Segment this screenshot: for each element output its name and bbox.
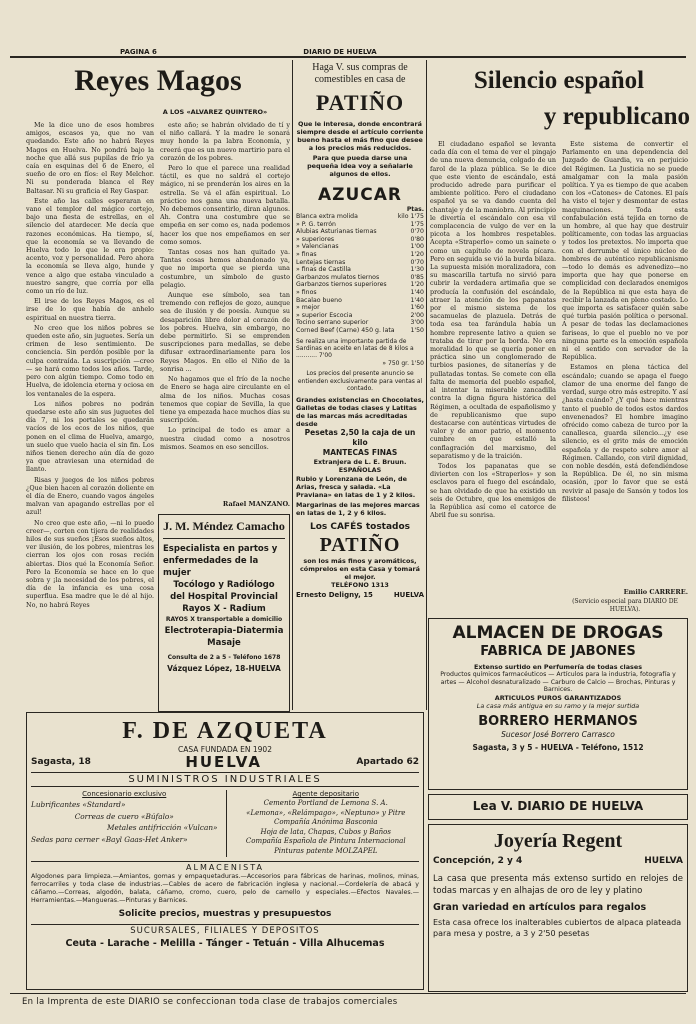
price-row [296, 228, 424, 236]
drogas-subtitle: FABRICA DE JABONES [480, 644, 636, 659]
price-row [296, 266, 424, 274]
mendez-line10: Vázquez López, 18-HUELVA [167, 664, 281, 673]
patino-text: Que le interesa, donde encontrará siempre desde el artículo corriente bueno hasta el más fino que desee a los precios más reducidos. [296, 120, 424, 152]
price-item: Corned Beef (Carne) 450 g. lata [296, 326, 395, 334]
mendez-line7: Electroterapia-Diatermia [164, 626, 284, 636]
left-item: Lubrificantes «Standard» [31, 800, 126, 809]
margarinas-text: Margarinas de las mejores marcas en latas de 1, 2 y 6 kilos. [296, 501, 420, 518]
price-row [296, 281, 424, 289]
left-item: Correas de cuero «Búfalo» [74, 811, 174, 821]
cafes-text: son los más finos y aromáticos, cómprelos en esta Casa y tomará el mejor. [300, 557, 420, 582]
silencio-col1: El ciudadano español se levanta cada día con el tema de ver el pingajo de una nueva denuncia, colgado de un farol de la plaza pública. Se le dice que este viento de escándalo, está producido adrede para purificar el ambiente político. Pero el ciudadano español ya se va dando cuenta del chantaje y de la maniobra. Al principio le divertía el escándalo con esa vil complacencia de vulgo de ver en la picota a los hombres respetables. Acepta «Straperlo» como un sainete o como un capítulo de novela pícara. Pero en seguida se vió la burda bilaza. La supuesta misión moralizadora, con su mascarilla tartufa no sirvió para cubrir la verdadera artimaña que se producía la confusión del escándalo, atraer la atención de los papanatas por el mismo sistema de los sacamuelas de plazuela. Detrás de toda esa tea farándula había un hombre represente lativo a quien se trataba de tirar por la borda. No era moralidad lo que se quería poner en práctica sino un conglomerado de turbios pasiones, de sitanerías y de pullatadas tontas. Se comete con ella falta de memoria del pueblo español, al intentar la miserable zancadilla contra la digna figura histórica del Régimen, a ocultada de españolismo y de republicanismo que supo destacarse con auténticas virtudes de valor y de amor patrio, el momento cumbre en que estalló la conflagración del marxismo, del separatismo y de la traición. Todos los papanatas que se divierten con los «Straperlos» y son esclavos para el fuego del escándalo, se han olvidado de que ha existido un seis de Octubre, que los enemigos de la República así como el catorce de Abril fue su sonrisa. [430, 140, 556, 520]
azucar-unit: Ptas. [406, 206, 424, 213]
right-list [233, 799, 420, 857]
azqueta-request: Solicite precios, muestras y presupuestos [118, 908, 332, 919]
drogas-line4: La casa más antigua en su ramo y la mejor surtida [476, 701, 640, 710]
price-value: 1'00 [410, 243, 424, 251]
page-number: PAGINA 6 [120, 48, 157, 56]
patino-brand-2: PATIÑO [319, 534, 401, 557]
price-value: 3'00 [410, 319, 424, 327]
reyes-col2: este año; se habrán olvidado de tí y el niño callará. Y la madre le sonará muy hondo la pa labra Economía, y creerá que es un nuevo martirio para el corazón de los pobres. Pero lo que el parece una realidad táctil, es que no saldrá el cortejo mágico, ni se prenderán los aires en la estrella. Se vá el afán espiritual. Lo práctico nos gana una nueva batalla. No debemos consentirlo, diran algunos. Ah. Contra una costumbre que se empeña en ser como es, nada podemos hacer los que nos empeñamos en ser como somos. Tantas cosas nos han quitado ya. Tantas cosas hemos abandonado ya, que no importa que se pierda una costumbre, un símbolo de gusto pelagio. Aunque ese símbolo, sea tan tremendo con reflejos de gozo, aunque sea de ilusión y de poesía. Aunque su desaparición libre dolor al corazón de los pobres. Huelva, sin embargo, no debe permitirlo. Si se emprenden suscripciones para medallas, se debe difusar extraordinariamente para los Reyes Magos. En ello el Niño de la sonrisa ... No hagamos que el frío de la noche de Enero se haga aire circulante en el alma de los niños. Muchas cosas tenemos que copiar de Sevilla, la que tiene ya empezada hace muchos días su suscripción. Lo principal de todo es amar a nuestra ciudad como a nosotros mismos. Seamos en eso sencillos. [160, 121, 290, 451]
right-item: Cemento Portland de Lemona S. A. [263, 799, 388, 807]
price-value: 0'80 [410, 235, 424, 243]
price-row [296, 243, 424, 251]
patino-phone: TELÉFONO 1313 [331, 581, 389, 590]
left-list [31, 799, 218, 845]
price-item: » finas [296, 250, 317, 258]
price-row [296, 213, 424, 221]
price-row [296, 327, 424, 335]
tuna-offer-2: » 750 gr. 1'50 [382, 359, 424, 367]
joyeria-text3: Esta casa ofrece los inalterables cubiertos de alpaca plateada para mesa y postre, a 3 y 2'50 pesetas [433, 918, 682, 938]
azqueta-ad [26, 712, 424, 990]
patino-city: HUELVA [393, 591, 424, 600]
column-rule [426, 60, 427, 710]
price-row [296, 274, 424, 282]
price-row [296, 236, 424, 244]
silencio-signature: Emilio CARRERE. [623, 588, 688, 596]
price-item: Blanca extra molida [296, 213, 358, 220]
patino-headline: Haga V. sus compras de comestibles en casa de [312, 62, 408, 85]
right-item: Compañía Anónima Basconia [273, 818, 378, 827]
azqueta-city: HUELVA [185, 753, 262, 771]
right-title: Agente depositario [292, 790, 359, 798]
azqueta-right [226, 790, 420, 857]
price-item: » superior Escocia [296, 311, 353, 319]
price-item: » finos [296, 288, 317, 296]
left-item: Sedas para cerner «Bayl Gaas-Het Anker» [31, 834, 188, 844]
price-value: 1'50 [410, 326, 424, 334]
almacenista-title: ALMACENISTA [31, 861, 419, 873]
left-title: Concesionario exclusivo [82, 790, 167, 798]
price-row [296, 221, 424, 229]
mendez-line9: Consulta de 2 a 5 - Teléfono 1678 [167, 654, 281, 661]
price-item: » finas de Castilla [296, 266, 351, 274]
right-item: Compañía Española de Pintura Internacional [245, 837, 406, 846]
price-item: » Valencianas [296, 243, 339, 251]
azqueta-box: Apartado 62 [356, 757, 419, 767]
joyeria-ad [428, 824, 688, 992]
mendez-line5: Rayos X - Radium [182, 604, 266, 614]
borrero-address: Sagasta, 3 y 5 - HUELVA - Teléfono, 1512 [472, 742, 644, 752]
cafes-title: Los CAFÉS tostados [309, 522, 411, 533]
azqueta-street: Sagasta, 18 [31, 757, 91, 767]
price-value: 1'40 [410, 296, 424, 304]
patino-street: Ernesto Deligny, 15 [296, 591, 373, 600]
price-row [296, 304, 424, 312]
price-value: 0'70 [410, 258, 424, 266]
price-item: » mejor [296, 304, 320, 312]
reyes-signature: Rafael MANZANO. [222, 500, 290, 508]
azqueta-cities: Ceuta - Larache - Melilla - Tánger - Tetuán - Villa Alhucemas [65, 937, 385, 949]
price-item: Lentejas tiernas [296, 258, 346, 266]
borrero-brand: BORRERO HERMANOS [478, 713, 638, 729]
mendez-line8: Masaje [207, 638, 241, 648]
price-value: 1'30 [410, 266, 424, 274]
paper-name: DIARIO DE HUELVA [303, 48, 377, 56]
azqueta-sucursales: SUCURSALES, FILIALES Y DEPOSITOS [31, 924, 419, 937]
price-item: » P. G. terrón [296, 220, 336, 228]
price-row [296, 319, 424, 327]
mendez-line4: del Hospital Provincial [170, 592, 278, 602]
lea-ad: Lea V. DIARIO DE HUELVA [428, 794, 688, 820]
price-item: Alubias Asturianas tiernas [296, 228, 377, 236]
price-row [296, 259, 424, 267]
choc-text: Grandes existencias en Chocolates, Galletas de todas clases y Latitas de las marcas más acreditadas desde [296, 396, 424, 429]
mendez-name: J. M. Méndez Camacho [163, 519, 285, 533]
left-item: Metales antifricción «Vulcan» [107, 823, 218, 832]
patino-address [296, 590, 424, 600]
azqueta-subtitle: SUMINISTROS INDUSTRIALES [31, 772, 419, 787]
right-item: Hoja de lata, Chapas, Cubos y Baños [260, 827, 391, 836]
espanolas-label: ESPAÑOLAS [338, 466, 382, 475]
reyes-byline: A LOS «ALVAREZ QUINTERO» [162, 108, 268, 116]
price-value: 1'20 [410, 281, 424, 289]
azqueta-left [31, 790, 218, 857]
price-value: 0'70 [410, 228, 424, 236]
price-item: Garbanzos tiernos superiores [296, 281, 387, 289]
joyeria-title: Joyería Regent [493, 830, 623, 852]
mendez-ad [158, 514, 290, 712]
price-row [296, 312, 424, 320]
patino-ad [296, 62, 424, 710]
mantecas-title: MANTECAS FINAS [322, 448, 398, 458]
price-value: 1'75 [410, 220, 424, 228]
joyeria-address-row [433, 855, 683, 867]
price-value: 1'60 [410, 304, 424, 312]
drogas-line2: Productos químicos farmacéuticos — Artículos para la industria, fotografía y artes — Alcohol desnaturalizado — Carburo de Calcio — Brochas, Pinturas y Barnices. [440, 671, 676, 694]
mendez-line2: enfermedades de la mujer [163, 556, 259, 578]
right-item: Pinturas patente MOLZAPEL [274, 846, 378, 855]
mendez-line3: Tocólogo y Radiólogo [173, 580, 275, 590]
borrero-successor: Sucesor José Borrero Carrasco [501, 729, 615, 739]
azucar-title: AZUCAR [317, 185, 402, 205]
azqueta-name: F. DE AZQUETA [122, 718, 328, 744]
price-row [296, 297, 424, 305]
joyeria-text2: Gran variedad en artículos para regalos [433, 902, 647, 913]
price-item: » superiores [296, 235, 335, 243]
footer-rule [10, 993, 686, 994]
azqueta-address-row [31, 754, 419, 770]
drogas-title: ALMACEN DE DROGAS [452, 623, 664, 643]
azqueta-two-cols [31, 790, 419, 857]
reyes-title: Reyes Magos [74, 64, 242, 97]
joyeria-text1: La casa que presenta más extenso surtido en relojes de todas marcas y en alhajas de oro de ley y platino [433, 874, 683, 896]
bruun-text: Extranjera de L. E. Bruun. [313, 458, 407, 467]
mendez-line6: RAYOS X transportable a domicilio [165, 616, 283, 623]
right-item: «Lemona», «Relámpago», «Neptuno» y Pitre [246, 808, 406, 817]
almacenista-text: Algodones para limpieza.—Amiantos, gomas y empaquetaduras.—Accesorios para fábricas de harinas, molinos, minas, ferrocarriles y toda clase de industrias.—Cables de acero de fabricación inglesa y nacional.—Cordelería de abacá y cáñamo.—Correas, algodón, balata, cáñamo, cromo, cuero, pelo de camello y especiales.—Efectos Navales.—Herramientas.—Mangueras.—Pinturas y Barnices. [31, 872, 419, 904]
mendez-line1: Especialista en partos y [163, 544, 278, 554]
price-value: 0'85 [410, 273, 424, 281]
joyeria-address: Concepción, 2 y 4 [433, 856, 523, 866]
price-row [296, 251, 424, 259]
price-item: Garbanzos mulatos tiernos [296, 273, 380, 281]
silencio-title-2: y republicano [543, 103, 690, 130]
joyeria-city: HUELVA [644, 856, 683, 866]
silencio-title-1: Silencio español [473, 67, 645, 94]
azqueta-founded: CASA FUNDADA EN 1902 [178, 745, 272, 754]
silencio-col2: Este sistema de convertir el Parlamento en una dependencia del Juzgado de Guardia, va en perjuicio del Régimen. La Justicia no se puede amalgamar con la mala pasión política. Y ya es tiempo de que acaben con los «Catones» de Catones. El país ha visto el tejer y desmontar de estas maquinaciones. Toda esta confabulación está tejida en torno de un hombre, al que hay que destruir políticamente, con todas las arguacias y todos los pretextos. No importa que con el derrumbe el único núcleo de hombres de auténtico republicanismo—todo lo demás es advenedizo—no importa que hay que ponerse en complicidad con declarados enemigos de la República ni que esta haya de recibir la lanzada en pleno costado. Lo que importa es satisfacer quién sabe qué turbia pasión política o personal. A pesar de todas las declamaciones fariseas, lo que el pueblo no ve por ninguna parte es la emoción española ni el sentido con servador de la República. Estamos en plena táctica del escándalo; cuando se apaga el fuego clamor de una enorme del fango de verdad, surge otro más estrepito. Y así ¿hasta cuándo? ¿Y qué hace mientras tanto el pueblo de todos estos dardos envenenados? El hombre imagino ofrécido como cabeza de turco por la canallesca, guarda silencio...¿y ese silencio, es el grito más de emoción española y de respeto sobre amor al Régimen. Callando, con viril dignidad, con noble desdén, está defendiéndose la República. De él, no sin misma ocasión, ¡por lo favor que se está revivir al pasaje de Sansón y todos los filisteos! [562, 140, 688, 503]
patino-brand: PATIÑO [315, 90, 405, 115]
rubio-text: Rubio y Lorenzana de León, de Arias, fresca y salada. «La Praviana» en latas de 1 y 2 kilos. [296, 475, 416, 500]
silencio-service: (Servicio especial para DIARIO DE HUELVA). [572, 598, 678, 613]
price-item: Tocino serrano superior [296, 319, 369, 327]
drogas-line3: ARTICULOS PUROS GARANTIZADOS [494, 693, 622, 702]
tuna-offer: Se realiza una importante partida de Sardinas en aceite en latas de 8 kilos a ........... 7'00 [296, 337, 414, 360]
price-item: Bacalao bueno [296, 296, 342, 304]
footer-text: En la Imprenta de este DIARIO se confeccionan toda clase de trabajos comerciales [22, 997, 398, 1007]
price-note: Los precios del presente anuncio se entienden exclusivamente para ventas al contado. [297, 370, 423, 392]
price-value: 1'40 [410, 288, 424, 296]
drogas-line1: Extenso surtido en Perfumería de todas clases [474, 663, 642, 671]
price-row [296, 289, 424, 297]
price-value: 1'20 [410, 250, 424, 258]
price-value: 2'00 [410, 311, 424, 319]
price-value: kilo 1'75 [397, 213, 424, 220]
price-list [296, 213, 424, 335]
patino-text2: Para que pueda darse una pequeña idea voy a señalarle algunos de ellos. [307, 154, 413, 178]
column-rule [292, 60, 293, 710]
reyes-col1: Me la dice uno de esos hombres amigos, escasos ya, que no van quedando. Este año no habrá Reyes Magos en Huelva. No pondrá bajo la noche que allá sus pupilas de frío ya caía en esquinas del 6 de Enero, el sueño de oro en fíos: el Rey Melchor. Ni su ponderada blanca el Rey Baltasar. Ni su graficia el Rey Gaspar. Este año las calles esperaran en vano el templor del mágico cortejo, bajo una fiesta de estrellas, en el silencio del atardecer. Me decía que razones económicas. Ha tiempo, sí, que la economía se va llevando de Huelva todo lo que le era propio: acento, voz y personalidad. Pero ahora la economía se lleva algo, hunde y vence a algo que estaba vinculado a nuestro sangre, que corría por ella como un río de luz. El irse de los Reyes Magos, es el irse de lo que había de anhelo espiritual en nuestra tierra. No creo que los niños pobres se queden este año, sin juguetes. Sería un crimen de leso sentimiento. De conciencia. Sin perdón posible por la culpa contraída. La suscripción —creo— se hará como todos los años. Tarde, pero con algún tiempo. Como todo en Huelva, de idolencia eterna y ociosa en los ventanales de la espera. Los niños pobres no podrán quedarse este año sin sus juguetes del día 7, ni los portales se quedarán vacíos de los ecos de los niños, que ponen en el clima de Huelva, amargo, un suelo que vuelo hacia el sin fin. Los niños tienen derecho aún día de gozo ya que atraviesan una eternidad de llanto. Risas y juegos de los niños pobres ¿Que bien hacen al corazón doliente en el día de Enero, cuando vagos ángeles malvan van apagando estrellas por el azul! No creo que este año, —ni lo puedo creer—, corten con tijera de realidades hilos de sus sueños ¡Esos sueños altos, ver ilusión, de los pobres, mientras les cierran los ojos con rosas recién abiertas. Dios qué la Economía Señor. Pero la Economía se hace en lo que sobra y ¡la necesidad de los pobres, el día de la infancia es una cosa superflua. Esa madre que le dé al hijo. No, no habrá Reyes [26, 121, 154, 609]
drogas-ad [428, 618, 688, 790]
pesetas-text: Pesetas 2,50 la caja de un kilo [304, 428, 416, 448]
